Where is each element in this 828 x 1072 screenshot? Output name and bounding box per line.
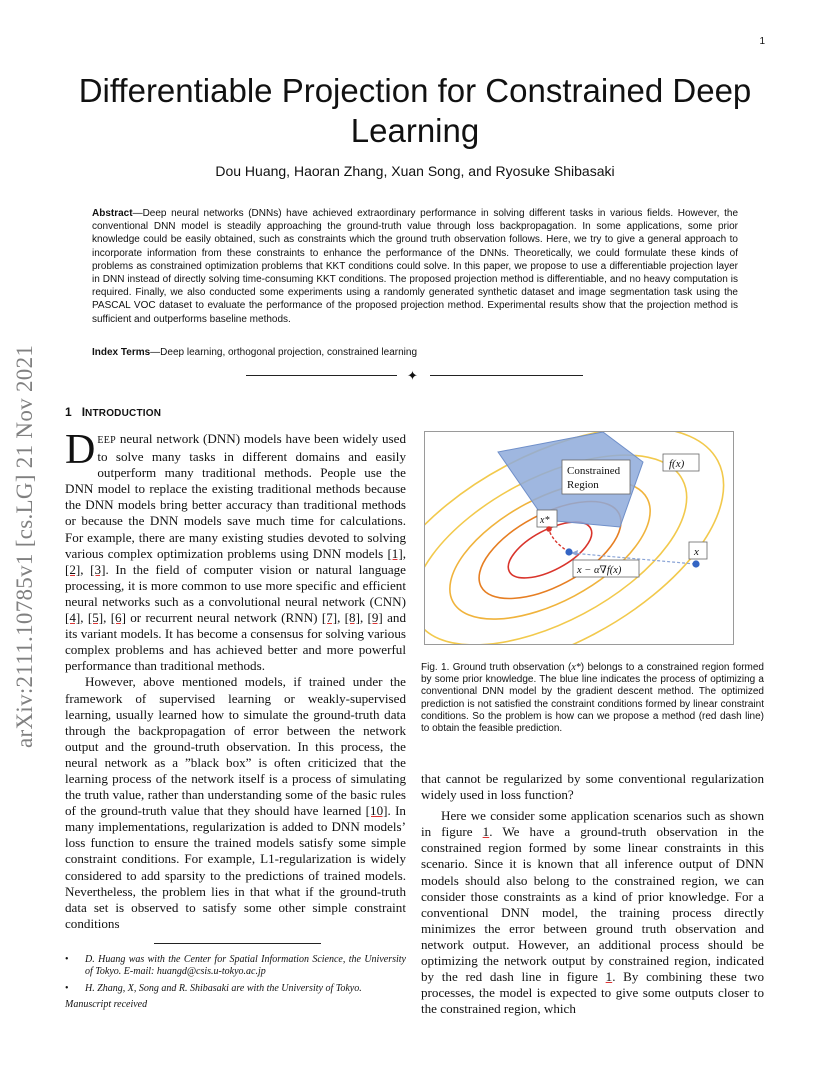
figure-1-diagram [425, 432, 733, 644]
index-terms-label: Index Terms [92, 347, 151, 358]
ground-truth-point [546, 526, 552, 532]
citation-link[interactable]: [5] [87, 610, 104, 626]
footnote-item [65, 954, 406, 979]
bullet-icon: • [65, 982, 69, 994]
body-text: Here we consider some application scenarios such as shown in figure [421, 808, 764, 840]
constrained-label: Constrained [567, 465, 621, 477]
citation-separator: , [359, 610, 368, 626]
citation-link[interactable]: [4] [65, 610, 81, 626]
citation-link[interactable]: [1] [387, 545, 403, 561]
footnote-item [65, 983, 406, 995]
figure-1 [424, 431, 734, 645]
caption-text: ) belongs to a constrained region formed by some prior knowledge. The blue line indicates the process of optimizing a conventional DNN model by the gradient descent method. The optimized prediction is not satisfied the constraint conditions formed by linear constraint conditions. So the problem is how can we propose a method (red dash line) to obtain the feasible prediction. [421, 662, 764, 735]
intro-text: neural network (DNN) models have been widely used to solve many tasks in different domains and easily outperform many traditional methods. People use the DNN model to replace the existing traditional methods because the DNN models bring better accuracy than traditional methods or because the DNN models save much time for calculations. For example, there are many existing studies devoted to solving various complex optimization problems using DNN models [65, 431, 406, 561]
footnote-text: D. Huang was with the Center for Spatial Information Science, the University of Tokyo. E-mail: huangd@csis.u-tokyo.ac.jp [85, 954, 406, 978]
bullet-icon: • [65, 954, 69, 965]
region-label: Region [567, 479, 599, 491]
body-text: . We have a ground-truth observation in the constrained region formed by some linear constraints in this scenario. Since it is known that all inference output of DNN models should also belong to the constrained region, we can consider those constraints as a kind of prior knowledge. For a conventional DNN model, the training process directly minimizes the error between ground truth observation and network output. However, an additional process should be optimizing the network output by constrained region, indicated by the red dash line in figure [421, 824, 764, 985]
section-number: 1 [65, 405, 72, 419]
page-number: 1 [759, 36, 765, 47]
first-word-rest: EEP [97, 435, 117, 446]
caption-text: Fig. 1. Ground truth observation ( [421, 662, 572, 673]
step-point [565, 548, 572, 555]
divider-right-rule [430, 375, 583, 376]
citation-separator: , [402, 545, 406, 561]
footnote-rule [154, 943, 321, 944]
abstract [92, 207, 738, 326]
citation-link[interactable]: [2] [65, 561, 81, 577]
intro-paragraph-2 [65, 674, 406, 932]
author-list: Dou Huang, Haoran Zhang, Xuan Song, and Ryosuke Shibasaki [215, 163, 615, 179]
citation-separator: , [337, 610, 345, 626]
figure-caption [421, 662, 764, 735]
intro-text: and its variant models. It has become a consensus for solving various complex problems and has achieved better and more powerful performance than traditional methods. [65, 610, 406, 674]
section-title-rest: NTRODUCTION [85, 408, 162, 419]
caption-math: x* [571, 662, 581, 673]
citation-separator: , [80, 610, 88, 626]
gradient-step-label: x − α∇f(x) [577, 565, 622, 576]
abstract-text: —Deep neural networks (DNNs) have achieved extraordinary performance in solving different tasks in various fields. However, the conventional DNN model is steadily approaching the ground-truth value through loss backpropagation. In some applications, some prior knowledge could be easily obtained, such as constraints which the ground truth observation follows. Here, we try to give a general approach to incorporate information from these constraints to enhance the performance of the DNNs. Theoretically, we could formulate these kinds of problems as constrained optimization problems that KKT conditions could solve. In this paper, we propose to use a differentiable projection layer in DNN instead of directly solving time-consuming KKT conditions. The proposed projection method is differentiable, and no heavy computation is required. Finally, we also conducted some experiments using a randomly generated synthetic dataset and image segmentation task using the PASCAL VOC dataset to evaluate the performance of the proposed projection method. Experimental results show that the projection method is sufficient and outperforms baseline methods. [92, 208, 738, 325]
intro-text: or recurrent neural network (RNN) [125, 610, 322, 626]
drop-cap: D [65, 427, 96, 473]
intro-paragraph-1 [65, 427, 406, 674]
fx-label: f(x) [669, 458, 685, 470]
index-terms [92, 347, 738, 358]
manuscript-note: Manuscript received [65, 999, 148, 1010]
section-heading [65, 405, 161, 419]
xstar-label: x* [540, 515, 550, 526]
citation-link[interactable]: [8] [344, 610, 360, 626]
divider-diamond-icon: ✦ [407, 368, 418, 383]
intro-text: . In the field of computer vision or natural language processing, it is more common to use more specific and efficient neural networks such as a convolutional neural network (CNN) [65, 561, 406, 609]
prediction-point [692, 560, 699, 567]
figure-reference-link[interactable]: 1 [605, 969, 613, 985]
arxiv-identifier: arXiv:2111.10785v1 [cs.LG] 21 Nov 2021 [12, 344, 37, 748]
citation-separator: , [103, 610, 111, 626]
citation-link[interactable]: [10] [365, 803, 388, 819]
right-column [421, 771, 764, 1017]
intro-text: . In many implementations, regularization is added to DNN models’ loss function to ensure the trained models satisfy some simple constraint conditions. For example, L1-regularization is widely considered to add sparsity to the predictions of trained models. Nevertheless, the problem lies in that what if the ground-truth data set is observed to satisfy some other simple constraint conditions [65, 803, 406, 931]
citation-link[interactable]: [3] [90, 561, 106, 577]
right-paragraph-1: that cannot be regularized by some conventional regularization widely used in loss function? [421, 771, 764, 803]
citation-link[interactable]: [9] [367, 610, 383, 626]
citation-link[interactable]: [6] [110, 610, 126, 626]
citation-link[interactable]: [7] [321, 610, 338, 626]
intro-text: However, above mentioned models, if trained under the framework of supervised learning or weakly-supervised learning, usually learned how to simulate the ground-truth data through the backpropagation of error between the network output and the ground-truth observation. In this process, the neural network as a ”black box” is often criticized that the learning process of the network itself is a process of simulating the truth value, rather than understanding some of the basic rules of the ground-truth value that they should have learned [65, 674, 406, 819]
footnotes [65, 954, 406, 999]
figure-reference-link[interactable]: 1 [482, 824, 490, 840]
x-label: x [694, 546, 699, 558]
index-terms-text: —Deep learning, orthogonal projection, constrained learning [150, 347, 418, 358]
paper-title: Differentiable Projection for Constrained Deep Learning [78, 72, 752, 149]
footnote-text: H. Zhang, X, Song and R. Shibasaki are with the University of Tokyo. [85, 982, 362, 994]
projection-dash-path [549, 530, 569, 552]
right-paragraph-2 [421, 808, 764, 1017]
divider-left-rule [246, 375, 397, 376]
section-title-initial: I [81, 405, 86, 419]
citation-separator: , [80, 561, 91, 577]
left-column [65, 427, 406, 932]
body-text: . By combining these two processes, the model is expected to give some outputs closer to the constrained region, which [421, 969, 764, 1017]
abstract-label: Abstract [92, 208, 133, 219]
